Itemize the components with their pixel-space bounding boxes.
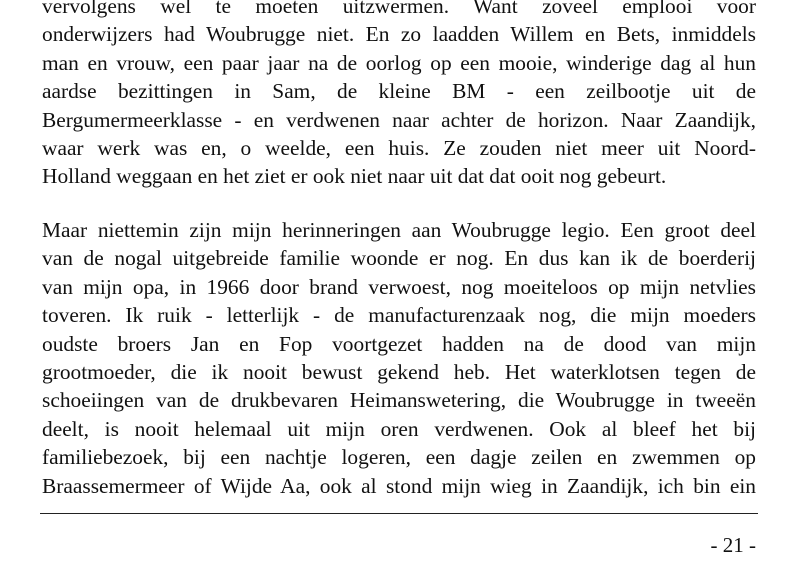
text-line: van mijn opa, in 1966 door brand verwoest, nog moeiteloos op mijn netvlies xyxy=(42,274,756,299)
text-line: familiebezoek, bij een nachtje logeren, een dagje zeilen en zwemmen op xyxy=(42,445,756,470)
text-line: man en vrouw, een paar jaar na de oorlog op een mooie, winderige dag al hun xyxy=(42,50,756,75)
text-line: grootmoeder, die ik nooit bewust gekend heb. Het waterklotsen tegen de xyxy=(42,359,756,384)
text-line: waar werk was en, o weelde, een huis. Ze zouden niet meer uit Noord- xyxy=(42,135,756,160)
text-line: Holland weggaan en het ziet er ook niet naar uit dat dat ooit nog gebeurt. xyxy=(42,164,667,189)
text-line: Braassemermeer of Wijde Aa, ook al stond mijn wieg in Zaandijk, ich bin ein xyxy=(42,473,756,498)
text-line: oudste broers Jan en Fop voortgezet hadden na de dood van mijn xyxy=(42,331,756,356)
text-line: Maar niettemin zijn mijn herinneringen aan Woubrugge legio. Een groot deel xyxy=(42,218,756,242)
page-number: - 21 - xyxy=(710,533,756,557)
text-line: vervolgens wel te moeten uitzwermen. Want zoveel emplooi voor xyxy=(42,0,756,18)
text-line: aardse bezittingen in Sam, de kleine BM - een zeilbootje uit de xyxy=(42,79,756,104)
text-line: schoeiingen van de drukbevaren Heimanswetering, die Woubrugge in tweeën xyxy=(42,388,756,413)
paragraph-1 xyxy=(42,0,756,191)
footer-rule xyxy=(40,513,758,514)
text-line: onderwijzers had Woubrugge niet. En zo laadden Willem en Bets, inmiddels xyxy=(42,22,756,47)
text-line: deelt, is nooit helemaal uit mijn oren verdwenen. Ook al bleef het bij xyxy=(42,416,756,441)
text-line: toveren. Ik ruik - letterlijk - de manufacturenzaak nog, die mijn moeders xyxy=(42,303,756,328)
text-line: Bergumermeerklasse - en verdwenen naar achter de horizon. Naar Zaandijk, xyxy=(42,107,756,132)
text-line: van de nogal uitgebreide familie woonde er nog. En dus kan ik de boerderij xyxy=(42,246,756,271)
paragraph-2 xyxy=(42,216,756,500)
